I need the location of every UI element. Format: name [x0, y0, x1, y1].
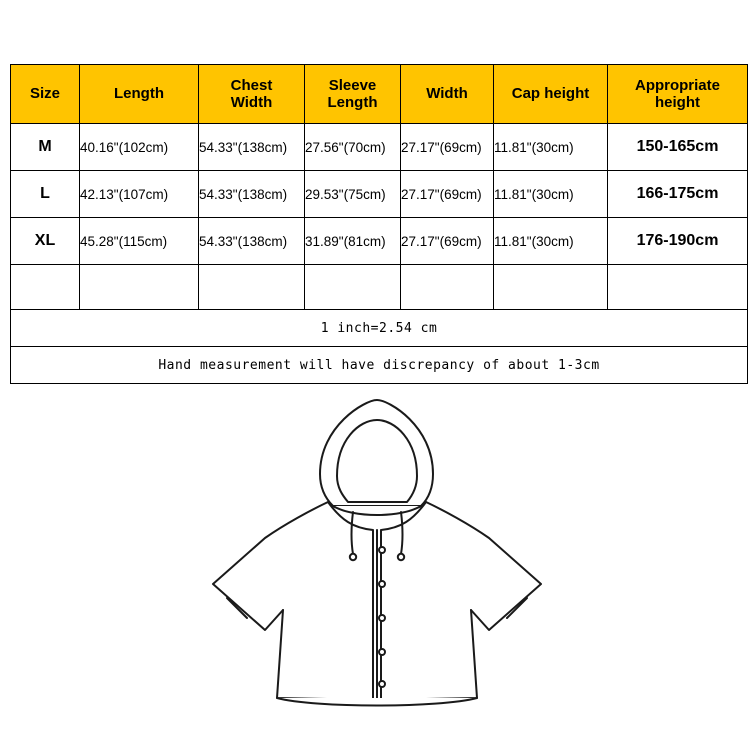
column-header-appropriate-height-line2: height: [655, 94, 700, 111]
hooded-raincoat-icon: [115, 378, 635, 728]
cell-chest-width: [199, 265, 305, 310]
table-header-row: [11, 65, 748, 124]
cell-chest-width: 54.33"(138cm): [199, 171, 305, 218]
cell-width: [401, 265, 494, 310]
cell-sleeve-length: [305, 265, 401, 310]
cell-size: L: [11, 171, 80, 218]
cell-size: M: [11, 124, 80, 171]
cell-chest-width: 54.33"(138cm): [199, 124, 305, 171]
column-header-appropriate-height-line1: Appropriate: [634, 76, 720, 94]
column-header-chest-width-line2: Width: [230, 94, 273, 111]
cell-length: 40.16"(102cm): [80, 124, 199, 171]
column-header-sleeve-length: [305, 65, 401, 124]
cell-appropriate-height: 150-165cm: [608, 124, 748, 171]
table-row: [11, 171, 748, 218]
cell-appropriate-height: 166-175cm: [608, 171, 748, 218]
cell-sleeve-length: 29.53"(75cm): [305, 171, 401, 218]
cell-length: [80, 265, 199, 310]
table-row: [11, 218, 748, 265]
column-header-sleeve-length-line1: Sleeve: [328, 76, 377, 94]
table-note-row: [11, 310, 748, 347]
column-header-sleeve-length-line2: Length: [327, 94, 378, 111]
note-measurement-discrepancy: Hand measurement will have discrepancy of about 1-3cm: [11, 347, 748, 384]
column-header-chest-width: [199, 65, 305, 124]
table-body: [11, 124, 748, 384]
size-chart-container: [10, 64, 740, 384]
column-header-chest-width-line1: Chest: [230, 76, 273, 94]
cell-chest-width: 54.33"(138cm): [199, 218, 305, 265]
column-header-appropriate-height: [608, 65, 748, 124]
raincoat-illustration: [0, 378, 750, 750]
cell-length: 42.13"(107cm): [80, 171, 199, 218]
column-header-cap-height: Cap height: [494, 65, 608, 124]
cell-length: 45.28"(115cm): [80, 218, 199, 265]
column-header-size: Size: [11, 65, 80, 124]
cell-appropriate-height: [608, 265, 748, 310]
column-header-length: Length: [80, 65, 199, 124]
cell-cap-height: 11.81"(30cm): [494, 124, 608, 171]
cell-size: [11, 265, 80, 310]
cell-cap-height: 11.81"(30cm): [494, 171, 608, 218]
cell-sleeve-length: 31.89"(81cm): [305, 218, 401, 265]
note-inch-conversion: 1 inch=2.54 cm: [11, 310, 748, 347]
size-chart-table: [10, 64, 748, 384]
cell-cap-height: [494, 265, 608, 310]
table-header: [11, 65, 748, 124]
table-row-empty: [11, 265, 748, 310]
cell-cap-height: 11.81"(30cm): [494, 218, 608, 265]
column-header-width: Width: [401, 65, 494, 124]
cell-width: 27.17"(69cm): [401, 124, 494, 171]
cell-width: 27.17"(69cm): [401, 171, 494, 218]
cell-sleeve-length: 27.56"(70cm): [305, 124, 401, 171]
cell-width: 27.17"(69cm): [401, 218, 494, 265]
cell-size: XL: [11, 218, 80, 265]
cell-appropriate-height: 176-190cm: [608, 218, 748, 265]
table-row: [11, 124, 748, 171]
